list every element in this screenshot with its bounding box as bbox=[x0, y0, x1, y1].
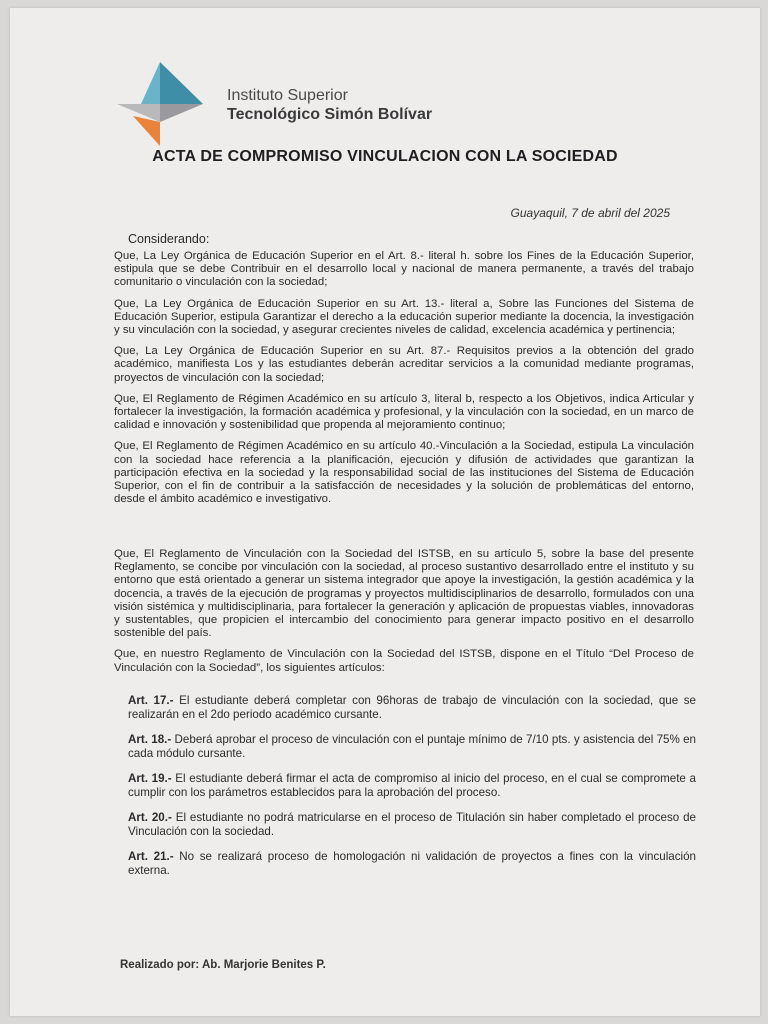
article-text: El estudiante deberá completar con 96horas de trabajo de vinculación con la sociedad, que se realizarán en el 2do periodo académico cursante. bbox=[128, 694, 696, 721]
institution-line-2: Tecnológico Simón Bolívar bbox=[227, 106, 433, 123]
article-label: Art. 19.- bbox=[128, 772, 172, 785]
consideration-paragraph: Que, La Ley Orgánica de Educación Superior en su Art. 87.- Requisitos previos a la obtención del grado académico, manifiesta Los y las estudiantes deberán acreditar servicios a la comunidad mediante programas, proyectos de vinculación con la sociedad; bbox=[114, 345, 694, 384]
institution-line-1: Instituto Superior bbox=[227, 87, 348, 104]
considerations-block-2 bbox=[114, 548, 694, 683]
document-page bbox=[10, 8, 760, 1016]
article-label: Art. 20.- bbox=[128, 811, 172, 824]
article-item bbox=[128, 733, 696, 761]
article-text: Deberá aprobar el proceso de vinculación con el puntaje mínimo de 7/10 pts. y asistencia del 75% en cada módulo cursante. bbox=[128, 733, 696, 760]
consideration-paragraph: Que, El Reglamento de Régimen Académico en su artículo 40.-Vinculación a la Sociedad, estipula La vinculación con la sociedad hace referencia a la planificación, ejecución y difusión de actividades que garantizan la participación efectiva en la sociedad y la responsabilidad social de las instituciones del Sistema de Educación Superior, con el fin de contribuir a la satisfacción de necesidades y la solución de problemáticas del entorno, desde el ámbito académico e investigativo. bbox=[114, 440, 694, 506]
article-text: El estudiante no podrá matricularse en el proceso de Titulación sin haber completado el proceso de Vinculación con la sociedad. bbox=[128, 811, 696, 838]
considerations-block-1 bbox=[114, 250, 694, 514]
article-text: El estudiante deberá firmar el acta de compromiso al inicio del proceso, en el cual se compromete a cumplir con los parámetros establecidos para la aprobación del proceso. bbox=[128, 772, 696, 799]
author-signature-line: Realizado por: Ab. Marjorie Benites P. bbox=[120, 959, 326, 971]
document-title: ACTA DE COMPROMISO VINCULACION CON LA SOCIEDAD bbox=[152, 148, 618, 165]
consideration-paragraph: Que, La Ley Orgánica de Educación Superior en el Art. 8.- literal h. sobre los Fines de la Educación Superior, estipula que se debe Contribuir en el desarrollo local y nacional de manera permanente, a través del trabajo comunitario o vinculación con la sociedad; bbox=[114, 250, 694, 289]
document-date: Guayaquil, 7 de abril del 2025 bbox=[510, 206, 670, 220]
articles-list bbox=[128, 694, 696, 889]
considerando-heading: Considerando: bbox=[128, 232, 210, 246]
consideration-paragraph: Que, La Ley Orgánica de Educación Superior en su Art. 13.- literal a, Sobre las Funciones del Sistema de Educación Superior, estipula Garantizar el derecho a la educación superior mediante la docencia, la investigación y su vinculación con la sociedad, y asegurar crecientes niveles de calidad, excelencia académica y pertinencia; bbox=[114, 297, 694, 337]
institute-logo bbox=[115, 60, 205, 150]
article-text: No se realizará proceso de homologación ni validación de proyectos a fines con la vinculación externa. bbox=[128, 850, 696, 877]
article-label: Art. 18.- bbox=[128, 733, 172, 746]
consideration-paragraph: Que, en nuestro Reglamento de Vinculación con la Sociedad del ISTSB, dispone en el Título “Del Proceso de Vinculación con la Sociedad”, los siguientes artículos: bbox=[114, 648, 694, 674]
consideration-paragraph: Que, El Reglamento de Régimen Académico en su artículo 3, literal b, respecto a los Objetivos, indica Articular y fortalecer la investigación, la formación académica y profesional, y la vinculación con la sociedad, en un marco de calidad e innovación y sostenibilidad que propenda al mejoramiento continuo; bbox=[114, 392, 694, 432]
article-label: Art. 21.- bbox=[128, 850, 174, 863]
article-item bbox=[128, 811, 696, 839]
consideration-paragraph: Que, El Reglamento de Vinculación con la Sociedad del ISTSB, en su artículo 5, sobre la base del presente Reglamento, se concibe por vinculación con la sociedad, al proceso sustantivo desarrollado entre el instituto y su entorno que está orientado a generar un sistema integrador que apoye la investigación, la gestión académica y la docencia, a través de la ejecución de programas y proyectos multidisciplinarios de desarrollo, formulados con una visión sistémica y multidisciplinaria, para fortalecer la generación y aplicación de propuestas viables, innovadoras y sustentables, que propicien el intercambio del conocimiento para generar impacto positivo en el desarrollo sostenible del país. bbox=[114, 548, 694, 640]
article-label: Art. 17.- bbox=[128, 694, 174, 707]
article-item bbox=[128, 694, 696, 722]
article-item bbox=[128, 850, 696, 878]
article-item bbox=[128, 772, 696, 800]
institution-name bbox=[227, 86, 432, 124]
